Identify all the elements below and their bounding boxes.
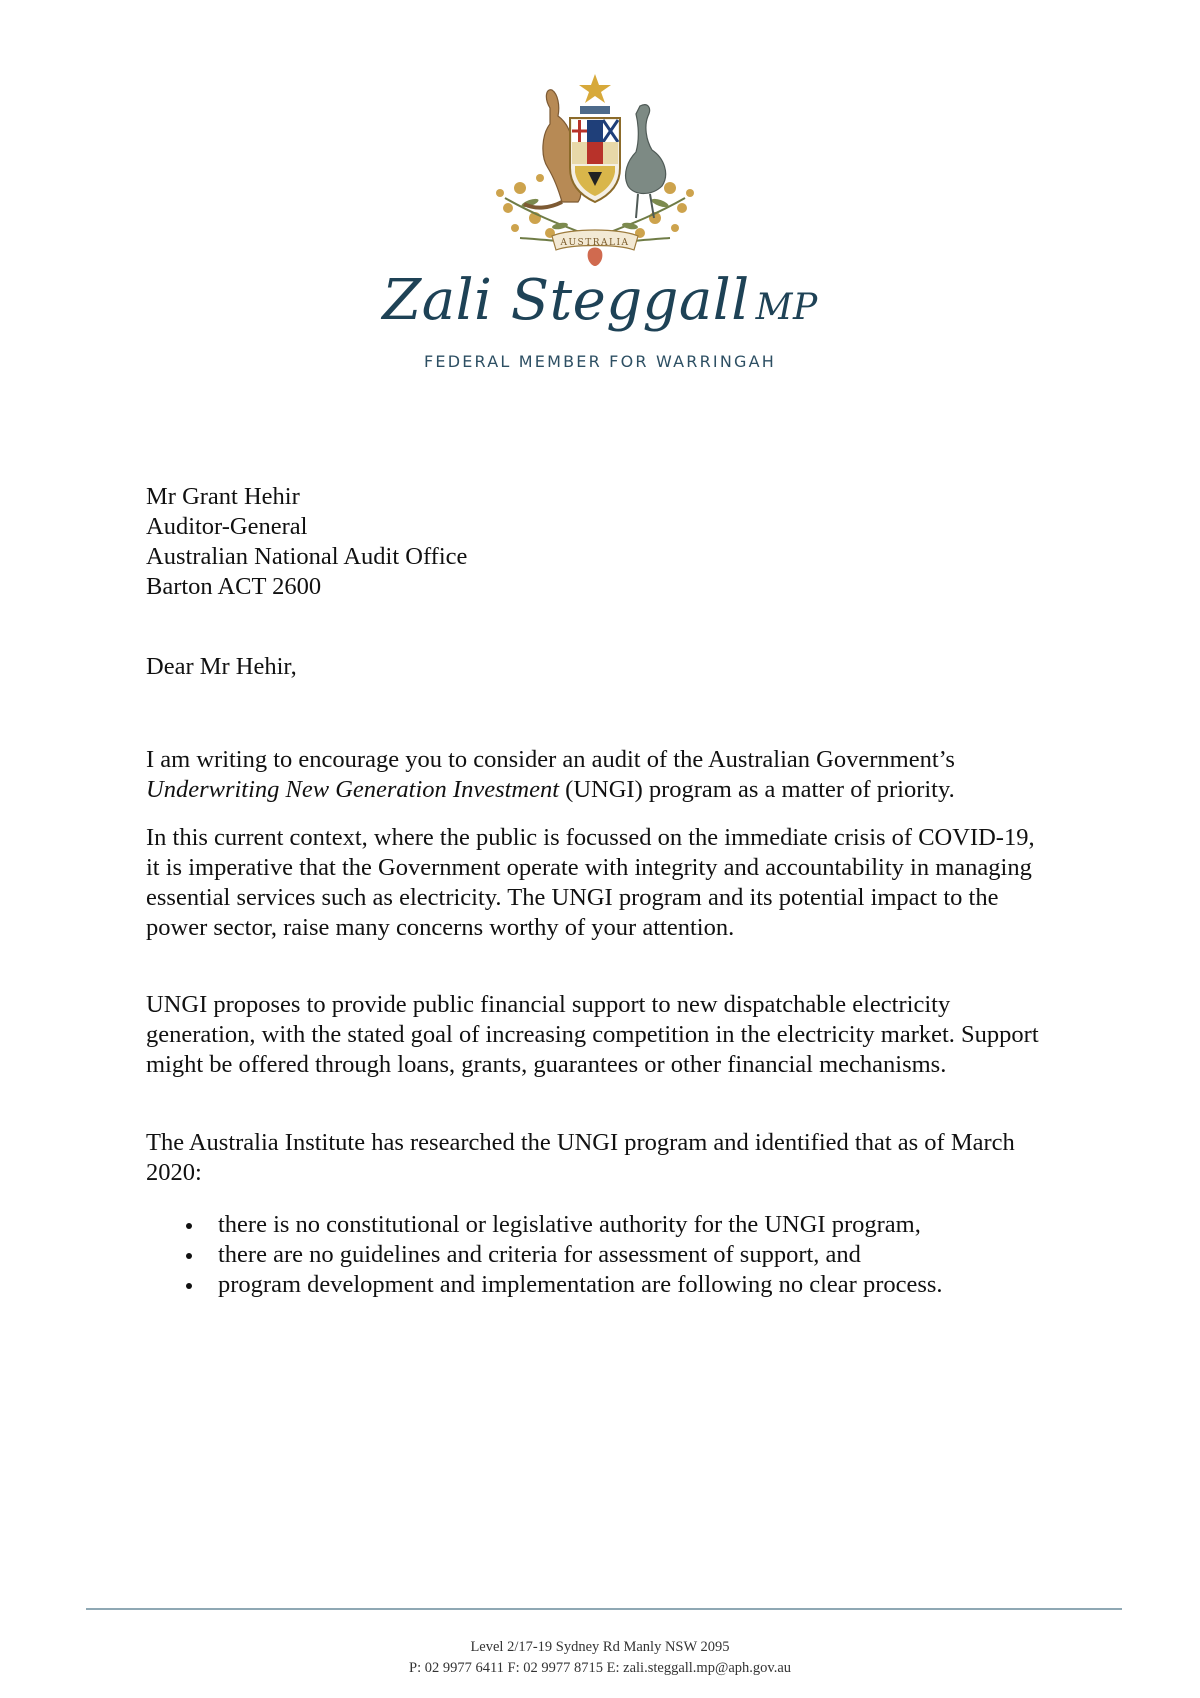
- list-item: program development and implementation are following no clear process.: [146, 1270, 943, 1300]
- paragraph-context: In this current context, where the public is focussed on the immediate crisis of COVID-19, it is imperative that the Government operate with integrity and accountability in managing essential services such as electricity. The UNGI program and its potential impact to the power sector, raise many concerns worthy of your attention.: [146, 824, 1035, 941]
- paragraph-intro: [146, 745, 1046, 805]
- paragraph-intro-start: I am writing to encourage you to consider an audit of the Australian Government’s: [146, 746, 955, 773]
- recipient-location: Barton ACT 2600: [146, 573, 322, 600]
- footer-address: Level 2/17-19 Sydney Rd Manly NSW 2095: [470, 1639, 730, 1655]
- findings-list: [146, 1210, 943, 1300]
- recipient-address: [146, 482, 467, 602]
- recipient-title: Auditor-General: [146, 513, 308, 540]
- recipient-organisation: Australian National Audit Office: [146, 543, 468, 570]
- svg-text:AUSTRALIA: AUSTRALIA: [560, 238, 630, 248]
- footer-divider: [86, 1608, 1122, 1610]
- program-name: Underwriting New Generation Investment: [146, 776, 560, 803]
- list-item: there is no constitutional or legislative authority for the UNGI program,: [146, 1210, 943, 1240]
- paragraph-intro-end: (UNGI) program as a matter of priority.: [565, 776, 955, 803]
- member-name-wordmark: [0, 268, 1200, 333]
- paragraph-research: The Australia Institute has researched the UNGI program and identified that as of March 2020:: [146, 1129, 1015, 1186]
- member-name: Zali Steggall: [382, 268, 750, 333]
- member-suffix: MP: [755, 287, 818, 328]
- coat-of-arms-logo: [480, 68, 710, 268]
- paragraph-proposal: UNGI proposes to provide public financial support to new dispatchable electricity generation, with the stated goal of increasing competition in the electricity market. Support might be offered through loans, grants, guarantees or other financial mechanisms.: [146, 991, 1039, 1078]
- member-role: FEDERAL MEMBER FOR WARRINGAH: [424, 352, 776, 371]
- recipient-name: Mr Grant Hehir: [146, 483, 300, 510]
- list-item: there are no guidelines and criteria for assessment of support, and: [146, 1240, 943, 1270]
- salutation: Dear Mr Hehir,: [146, 653, 297, 680]
- footer-contact: P: 02 9977 6411 F: 02 9977 8715 E: zali.steggall.mp@aph.gov.au: [409, 1660, 791, 1676]
